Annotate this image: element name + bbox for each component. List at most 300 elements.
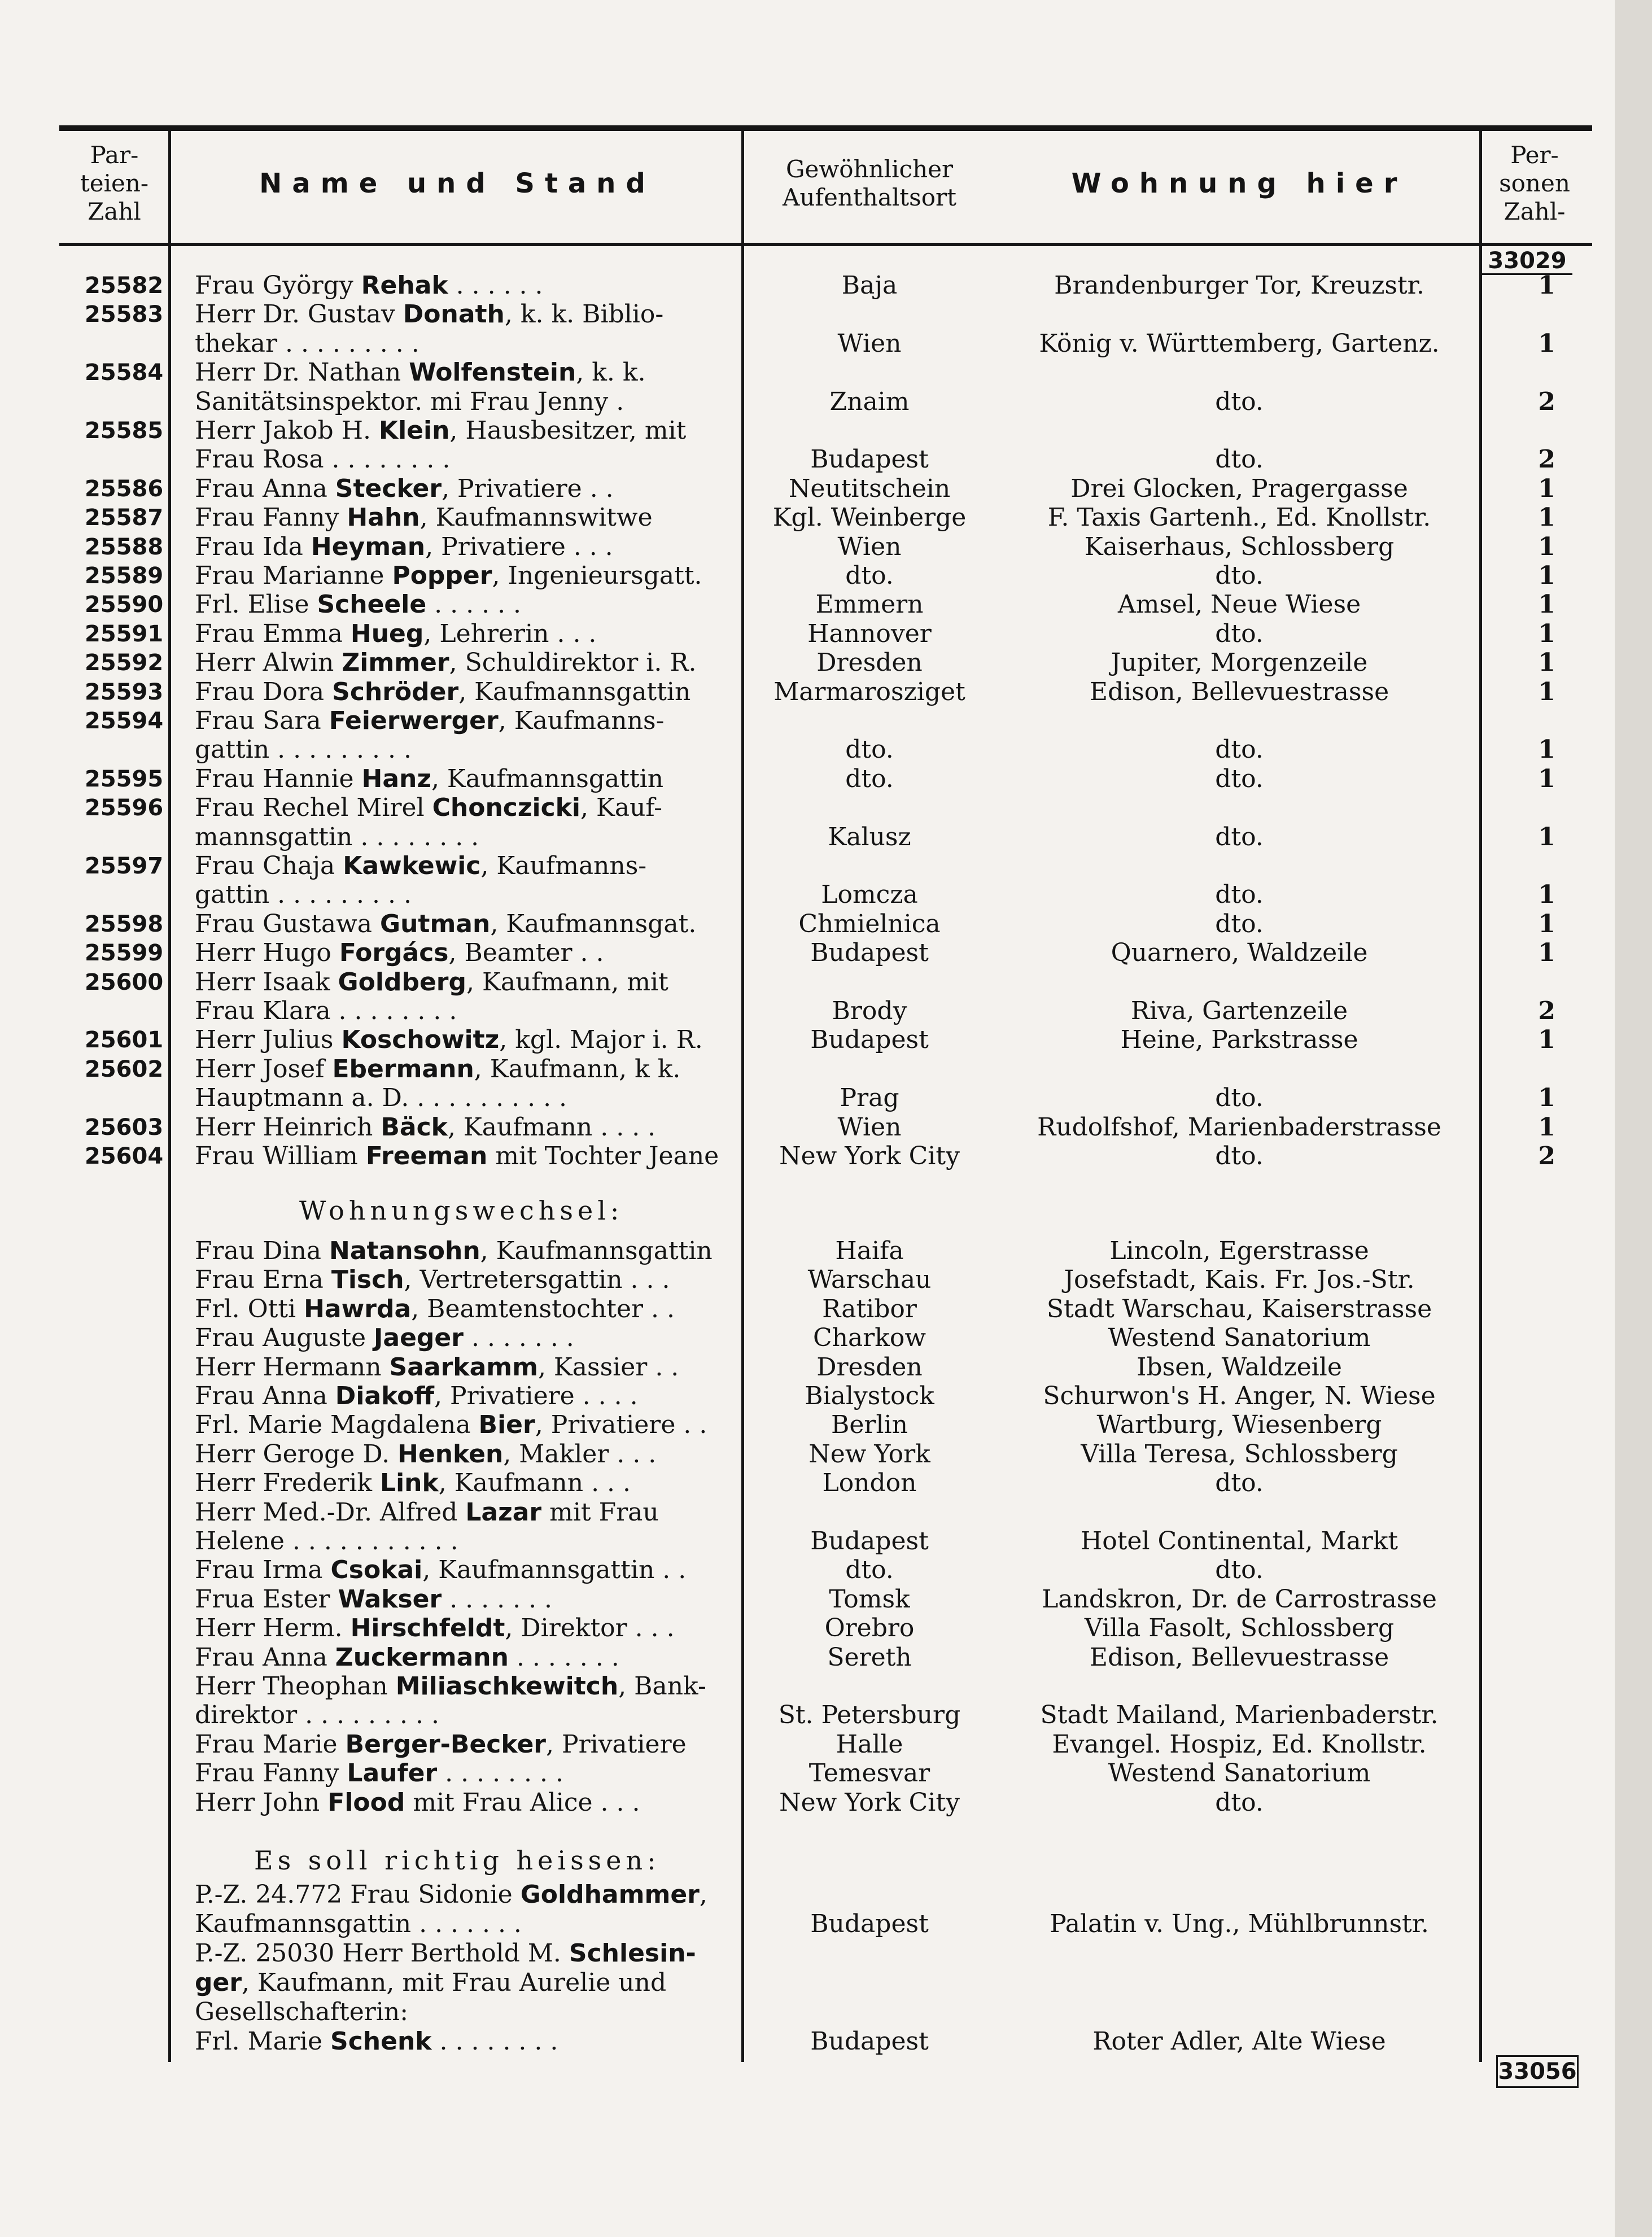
surname: Diakoff xyxy=(335,1382,435,1410)
aufenthaltsort: Bialystock xyxy=(805,1382,934,1410)
correction-row xyxy=(0,1998,1615,2027)
wechsel-row xyxy=(0,1759,1615,1788)
register-row xyxy=(0,358,1615,387)
name-suffix: , Kaufmann . . . xyxy=(438,1469,631,1498)
wohnung-hier: Evangel. Hospiz, Ed. Knollstr. xyxy=(1052,1729,1427,1759)
name-suffix: , kgl. Major i. R. xyxy=(499,1025,703,1055)
aufenthaltsort: Orebro xyxy=(824,1614,915,1643)
wohnung-hier: dto. xyxy=(1215,619,1264,648)
aufenthaltsort: New York City xyxy=(779,1788,960,1817)
wohnung-hier: Jupiter, Morgenzeile xyxy=(1111,648,1368,678)
name-prefix: Frau Ida xyxy=(195,532,311,561)
name-suffix: , Kaufmann . . . . xyxy=(447,1112,656,1142)
wohnung-hier: Drei Glocken, Pragergasse xyxy=(1070,474,1408,503)
register-row xyxy=(0,503,1615,532)
name-prefix: Frau Sara xyxy=(195,706,329,735)
name-prefix: Frl. Otti xyxy=(195,1294,304,1323)
surname: Hueg xyxy=(350,619,424,648)
surname: Donath xyxy=(403,300,505,329)
surname: Freeman xyxy=(365,1142,488,1170)
name-suffix: , Kaufmannsgattin xyxy=(458,677,691,706)
name-suffix: , Schuldirektor i. R. xyxy=(449,648,697,678)
parteien-zahl: 25582 xyxy=(85,273,164,299)
parteien-zahl: 25583 xyxy=(85,302,164,328)
aufenthaltsort: dto. xyxy=(845,735,894,764)
name-prefix: Herr Hugo xyxy=(195,938,339,968)
surname: Bier xyxy=(478,1410,535,1440)
wechsel-row xyxy=(0,1265,1615,1295)
wohnung-hier: Quarnero, Waldzeile xyxy=(1111,938,1368,968)
wechsel-row xyxy=(0,1614,1615,1643)
surname: Schröder xyxy=(332,677,459,706)
name-und-stand xyxy=(195,1998,742,2027)
name-und-stand xyxy=(195,1469,742,1498)
name-prefix: Gesellschafterin: xyxy=(195,1998,409,2026)
correction-row xyxy=(0,1910,1615,1939)
personen-zahl: 1 xyxy=(1538,532,1555,561)
name-suffix: . . . . . . xyxy=(448,271,543,300)
correction-row xyxy=(0,1880,1615,1910)
wohnung-hier: Brandenburger Tor, Kreuzstr. xyxy=(1054,271,1424,300)
surname: Zimmer xyxy=(342,648,449,678)
name-prefix: Herr Geroge D. xyxy=(195,1439,398,1469)
name-und-stand xyxy=(195,678,742,707)
surname: Rehak xyxy=(361,271,448,300)
parteien-zahl: 25604 xyxy=(85,1143,164,1169)
name-prefix: Herr Theophan xyxy=(195,1672,396,1701)
surname: Klein xyxy=(378,416,450,445)
parteien-zahl: 25600 xyxy=(85,969,164,995)
personen-zahl: 1 xyxy=(1538,822,1555,851)
register-row xyxy=(0,706,1615,736)
section-heading-wohnungswechsel: Wohnungswechsel: xyxy=(299,1195,624,1226)
name-prefix: Frau Rosa . . . . . . . . xyxy=(195,445,451,474)
name-und-stand xyxy=(195,1237,742,1266)
personen-zahl: 1 xyxy=(1538,764,1555,793)
name-suffix: , Kaufmannswitwe xyxy=(419,503,653,532)
register-row xyxy=(0,387,1615,417)
personen-zahl: 1 xyxy=(1538,1083,1555,1113)
wechsel-row xyxy=(0,1585,1615,1614)
aufenthaltsort: London xyxy=(822,1469,917,1498)
personen-zahl: 1 xyxy=(1538,909,1555,938)
name-prefix: gattin . . . . . . . . . xyxy=(195,880,412,910)
name-suffix: , Lehrerin . . . xyxy=(423,619,597,648)
parteien-zahl: 25594 xyxy=(85,708,164,734)
name-prefix: Frau Fanny xyxy=(195,1759,347,1788)
wohnung-hier: dto. xyxy=(1215,387,1264,416)
name-suffix: . . . . . . . xyxy=(463,1323,574,1353)
name-suffix: , Kaufmannsgat. xyxy=(490,909,697,938)
surname: Tisch xyxy=(331,1265,404,1295)
name-prefix: Frau Fanny xyxy=(195,503,347,532)
wohnung-hier: Roter Adler, Alte Wiese xyxy=(1092,2027,1386,2056)
register-row xyxy=(0,532,1615,562)
name-suffix: , Kaufmanns- xyxy=(480,851,647,880)
name-prefix: Herr Isaak xyxy=(195,967,338,997)
wohnung-hier: Edison, Bellevuestrasse xyxy=(1089,1642,1389,1672)
wechsel-row xyxy=(0,1469,1615,1498)
aufenthaltsort: Budapest xyxy=(810,2027,929,2056)
aufenthaltsort: Ratibor xyxy=(822,1294,917,1323)
name-und-stand xyxy=(195,1643,742,1672)
wohnung-hier: Villa Teresa, Schlossberg xyxy=(1081,1439,1398,1469)
name-und-stand xyxy=(195,1055,742,1084)
name-prefix: Herr John xyxy=(195,1788,328,1817)
surname: Forgács xyxy=(339,938,449,968)
name-und-stand xyxy=(195,1025,742,1055)
wechsel-row xyxy=(0,1353,1615,1382)
wohnung-hier: dto. xyxy=(1215,1788,1264,1817)
surname: Kawkewic xyxy=(343,851,481,880)
register-row xyxy=(0,1055,1615,1084)
surname: Hirschfeldt xyxy=(350,1614,505,1643)
name-suffix: , Privatiere . . xyxy=(442,474,614,503)
name-und-stand xyxy=(195,1880,742,1910)
name-suffix: , k. k. xyxy=(576,358,646,387)
wohnung-hier: Rudolfshof, Marienbaderstrasse xyxy=(1037,1112,1441,1142)
name-und-stand xyxy=(195,561,742,591)
surname: Henken xyxy=(397,1439,504,1469)
wohnung-hier: Landskron, Dr. de Carrostrasse xyxy=(1042,1584,1437,1614)
aufenthaltsort: Budapest xyxy=(810,1910,929,1938)
name-suffix: , k. k. Biblio- xyxy=(504,300,664,329)
name-und-stand xyxy=(195,648,742,678)
section-heading-richtig: Es soll richtig heissen: xyxy=(254,1845,661,1876)
wohnung-hier: dto. xyxy=(1215,445,1264,474)
name-und-stand xyxy=(195,880,742,910)
name-prefix: Frau Marie xyxy=(195,1729,346,1759)
register-row xyxy=(0,910,1615,939)
name-prefix: P.-Z. 24.772 Frau Sidonie xyxy=(195,1880,521,1909)
name-suffix: , Hausbesitzer, mit xyxy=(449,416,687,445)
aufenthaltsort: Brody xyxy=(832,997,907,1025)
name-suffix: mit Tochter Jeane xyxy=(487,1142,719,1170)
wohnung-hier: Josefstadt, Kais. Fr. Jos.-Str. xyxy=(1064,1265,1415,1295)
aufenthaltsort: Neutitschein xyxy=(788,474,951,503)
aufenthaltsort: Charkow xyxy=(812,1323,926,1353)
personen-zahl: 1 xyxy=(1538,1112,1555,1142)
name-prefix: Frau Dina xyxy=(195,1237,330,1265)
name-und-stand xyxy=(195,1142,742,1171)
aufenthaltsort: Kalusz xyxy=(828,822,911,851)
aufenthaltsort: Baja xyxy=(841,271,898,300)
name-und-stand xyxy=(195,1498,742,1527)
name-suffix: , Privatiere . . xyxy=(535,1410,707,1440)
aufenthaltsort: Lomcza xyxy=(821,880,918,910)
name-suffix: , xyxy=(699,1880,707,1909)
name-und-stand xyxy=(195,823,742,852)
name-und-stand xyxy=(195,590,742,619)
name-suffix: , Kaufmann, mit Frau Aurelie und xyxy=(242,1968,667,1997)
name-prefix: Herr Alwin xyxy=(195,648,342,678)
name-und-stand xyxy=(195,387,742,417)
name-und-stand xyxy=(195,532,742,562)
name-suffix: , Kaufmanns- xyxy=(498,706,665,735)
name-suffix: . . . . . . . . xyxy=(437,1759,563,1788)
name-suffix: , Beamter . . xyxy=(448,938,604,968)
register-row xyxy=(0,1142,1615,1171)
personen-zahl: 2 xyxy=(1538,997,1555,1025)
name-prefix: Frau György xyxy=(195,271,361,300)
surname: Bäck xyxy=(381,1112,448,1142)
correction-row xyxy=(0,1939,1615,1968)
name-prefix: Helene . . . . . . . . . . . xyxy=(195,1527,458,1556)
name-suffix: , Bank- xyxy=(618,1672,706,1701)
surname: Hahn xyxy=(347,503,420,532)
name-prefix: Herr Frederik xyxy=(195,1469,381,1498)
name-prefix: P.-Z. 25030 Herr Berthold M. xyxy=(195,1939,569,1968)
wohnung-hier: dto. xyxy=(1215,880,1264,910)
surname: Laufer xyxy=(347,1759,438,1788)
register-row xyxy=(0,271,1615,300)
register-row xyxy=(0,474,1615,504)
col-header-zahl: Par- teien- Zahl xyxy=(80,141,149,225)
name-und-stand xyxy=(195,764,742,794)
aufenthaltsort: Kgl. Weinberge xyxy=(772,503,967,532)
aufenthaltsort: Budapest xyxy=(810,1025,929,1055)
surname: Jaeger xyxy=(374,1323,464,1353)
col-header-pers: Per- sonen Zahl- xyxy=(1499,141,1570,225)
register-row xyxy=(0,1113,1615,1142)
parteien-zahl: 25586 xyxy=(85,475,164,502)
wohnung-hier: F. Taxis Gartenh., Ed. Knollstr. xyxy=(1047,503,1431,532)
surname: Wakser xyxy=(338,1584,442,1614)
name-und-stand xyxy=(195,1323,742,1353)
name-suffix: mit Frau Alice . . . xyxy=(405,1788,640,1817)
wechsel-row xyxy=(0,1788,1615,1817)
name-und-stand xyxy=(195,1440,742,1469)
name-und-stand xyxy=(195,910,742,939)
surname: Goldhammer xyxy=(520,1880,700,1909)
aufenthaltsort: St. Petersburg xyxy=(778,1701,961,1730)
personen-zahl: 1 xyxy=(1538,561,1555,590)
name-und-stand xyxy=(195,445,742,474)
wohnung-hier: Riva, Gartenzeile xyxy=(1130,997,1348,1025)
aufenthaltsort: Budapest xyxy=(810,1527,929,1556)
name-prefix: Herr Julius xyxy=(195,1025,342,1055)
wohnung-hier: dto. xyxy=(1215,1556,1264,1585)
register-row xyxy=(0,416,1615,445)
aufenthaltsort: Prag xyxy=(840,1083,899,1113)
register-row xyxy=(0,648,1615,678)
wechsel-row xyxy=(0,1295,1615,1324)
name-prefix: Frau Chaja xyxy=(195,851,343,880)
aufenthaltsort: Dresden xyxy=(816,648,923,678)
aufenthaltsort: Chmielnica xyxy=(798,909,941,938)
wohnung-hier: Heine, Parkstrasse xyxy=(1120,1025,1358,1055)
aufenthaltsort: Warschau xyxy=(807,1265,932,1295)
correction-row xyxy=(0,1968,1615,1998)
wohnung-hier: dto. xyxy=(1215,1083,1264,1113)
register-row xyxy=(0,1025,1615,1055)
aufenthaltsort: Sereth xyxy=(827,1642,912,1672)
wechsel-row xyxy=(0,1498,1615,1527)
name-und-stand xyxy=(195,1083,742,1113)
wohnung-hier: dto. xyxy=(1215,909,1264,938)
name-prefix: Herr Heinrich xyxy=(195,1112,381,1142)
col-header-ort: Gewöhnlicher Aufenthaltsort xyxy=(783,155,956,211)
name-prefix: Frua Ester xyxy=(195,1584,338,1614)
name-prefix: Frl. Elise xyxy=(195,590,317,619)
name-und-stand xyxy=(195,416,742,445)
name-prefix: Frl. Marie xyxy=(195,2027,331,2056)
aufenthaltsort: Budapest xyxy=(810,938,929,968)
personen-zahl: 1 xyxy=(1538,938,1555,968)
wohnung-hier: Lincoln, Egerstrasse xyxy=(1109,1237,1369,1265)
register-row xyxy=(0,823,1615,852)
name-und-stand xyxy=(195,938,742,968)
personen-zahl: 1 xyxy=(1538,880,1555,910)
personen-zahl: 2 xyxy=(1538,1142,1555,1170)
surname: Koschowitz xyxy=(341,1025,500,1055)
aufenthaltsort: Tomsk xyxy=(829,1584,910,1614)
surname: Link xyxy=(380,1469,439,1498)
name-und-stand xyxy=(195,1701,742,1730)
aufenthaltsort: Marmarosziget xyxy=(773,677,965,706)
name-suffix: , Privatiere . . . xyxy=(425,532,613,561)
surname: Schenk xyxy=(330,2027,432,2056)
personen-zahl: 1 xyxy=(1538,329,1555,358)
name-und-stand xyxy=(195,851,742,881)
name-suffix: , Kaufmannsgattin xyxy=(431,764,664,793)
register-row xyxy=(0,938,1615,968)
parteien-zahl: 25591 xyxy=(85,621,164,647)
surname: Popper xyxy=(392,561,492,590)
personen-zahl: 1 xyxy=(1538,474,1555,503)
parteien-zahl: 25603 xyxy=(85,1114,164,1141)
name-suffix: , Privatiere . . . . xyxy=(434,1382,638,1410)
wohnung-hier: Stadt Mailand, Marienbaderstr. xyxy=(1040,1701,1439,1730)
wohnung-hier: Wartburg, Wiesenberg xyxy=(1096,1410,1382,1440)
name-und-stand xyxy=(195,329,742,359)
parteien-zahl: 25597 xyxy=(85,853,164,879)
name-und-stand xyxy=(195,1585,742,1614)
surname: Stecker xyxy=(335,474,442,503)
parteien-zahl: 25593 xyxy=(85,679,164,705)
register-row xyxy=(0,590,1615,619)
aufenthaltsort: dto. xyxy=(845,1556,894,1585)
wohnung-hier: dto. xyxy=(1215,1142,1264,1170)
name-suffix: . . . . . . . . xyxy=(431,2027,558,2056)
aufenthaltsort: Haifa xyxy=(835,1237,904,1265)
surname: Flood xyxy=(327,1788,405,1817)
register-row xyxy=(0,445,1615,474)
parteien-zahl: 25588 xyxy=(85,534,164,560)
name-und-stand xyxy=(195,1556,742,1585)
name-prefix: thekar . . . . . . . . . xyxy=(195,329,419,358)
name-suffix: , Vertretersgattin . . . xyxy=(404,1265,670,1295)
name-suffix: , Beamtenstochter . . xyxy=(411,1294,675,1323)
name-suffix: , Kaufmann, k k. xyxy=(474,1054,681,1083)
aufenthaltsort: Berlin xyxy=(831,1410,908,1440)
personen-zahl: 1 xyxy=(1538,648,1555,678)
wohnung-hier: Villa Fasolt, Schlossberg xyxy=(1084,1614,1395,1643)
surname: Hawrda xyxy=(304,1294,412,1323)
parteien-zahl: 25590 xyxy=(85,592,164,618)
wechsel-row xyxy=(0,1410,1615,1440)
wohnung-hier: dto. xyxy=(1215,1469,1264,1498)
wohnung-hier: Edison, Bellevuestrasse xyxy=(1089,677,1389,706)
name-und-stand xyxy=(195,1382,742,1411)
name-prefix: Frau Erna xyxy=(195,1265,331,1295)
name-und-stand xyxy=(195,1265,742,1295)
register-row xyxy=(0,968,1615,997)
surname: Natansohn xyxy=(329,1237,480,1265)
register-row xyxy=(0,561,1615,591)
aufenthaltsort: Hannover xyxy=(807,619,932,648)
col-header-wohnung: Wohnung hier xyxy=(1071,168,1408,199)
name-prefix: Herr Josef xyxy=(195,1054,333,1083)
register-row xyxy=(0,678,1615,707)
wohnung-hier: Westend Sanatorium xyxy=(1108,1323,1371,1353)
aufenthaltsort: Znaim xyxy=(829,387,910,416)
name-suffix: , Kaufmann, mit xyxy=(466,967,668,997)
parteien-zahl: 25598 xyxy=(85,911,164,937)
name-und-stand xyxy=(195,793,742,823)
register-row xyxy=(0,793,1615,823)
register-row xyxy=(0,997,1615,1026)
wohnung-hier: Amsel, Neue Wiese xyxy=(1117,590,1361,619)
wechsel-row xyxy=(0,1730,1615,1759)
personen-zahl: 1 xyxy=(1538,735,1555,764)
surname: Saarkamm xyxy=(389,1352,538,1382)
personen-zahl: 2 xyxy=(1538,445,1555,474)
wechsel-row xyxy=(0,1323,1615,1353)
register-row xyxy=(0,619,1615,649)
name-prefix: Herr Jakob H. xyxy=(195,416,379,445)
name-prefix: Frau Anna xyxy=(195,1382,335,1410)
name-und-stand xyxy=(195,1295,742,1324)
name-prefix: Frau Anna xyxy=(195,1642,335,1672)
personen-zahl: 1 xyxy=(1538,271,1555,300)
name-prefix: Herr Dr. Gustav xyxy=(195,300,403,329)
surname: Zuckermann xyxy=(335,1642,509,1672)
name-suffix: , Direktor . . . xyxy=(505,1614,675,1643)
wechsel-row xyxy=(0,1643,1615,1672)
name-prefix: gattin . . . . . . . . . xyxy=(195,735,412,764)
parteien-zahl: 25601 xyxy=(85,1027,164,1054)
name-suffix: , Kauf- xyxy=(580,793,662,823)
aufenthaltsort: Budapest xyxy=(810,445,929,474)
aufenthaltsort: Emmern xyxy=(815,590,924,619)
wohnung-hier: Ibsen, Waldzeile xyxy=(1137,1352,1342,1382)
wechsel-row xyxy=(0,1556,1615,1585)
page-edge xyxy=(1615,0,1652,2237)
top-rule xyxy=(59,125,1592,131)
name-prefix: Frl. Marie Magdalena xyxy=(195,1410,479,1440)
name-und-stand xyxy=(195,1759,742,1788)
name-prefix: Frau Marianne xyxy=(195,561,392,590)
name-und-stand xyxy=(195,271,742,300)
name-und-stand xyxy=(195,1910,742,1939)
name-suffix: , Ingenieursgatt. xyxy=(492,561,702,590)
aufenthaltsort: dto. xyxy=(845,561,894,590)
surname: Wolfenstein xyxy=(409,358,576,387)
surname: Gutman xyxy=(379,909,491,938)
name-und-stand xyxy=(195,1730,742,1759)
name-suffix: , Kassier . . xyxy=(537,1352,679,1382)
name-prefix: Frau Irma xyxy=(195,1556,331,1585)
name-suffix: , Makler . . . xyxy=(503,1439,657,1469)
name-prefix: Frau Hannie xyxy=(195,764,362,793)
parteien-zahl: 25596 xyxy=(85,795,164,822)
name-und-stand xyxy=(195,2027,742,2056)
wohnung-hier: König v. Württemberg, Gartenz. xyxy=(1039,329,1440,358)
surname: Hanz xyxy=(361,764,431,793)
wechsel-row xyxy=(0,1701,1615,1730)
name-prefix: Frau Anna xyxy=(195,474,335,503)
